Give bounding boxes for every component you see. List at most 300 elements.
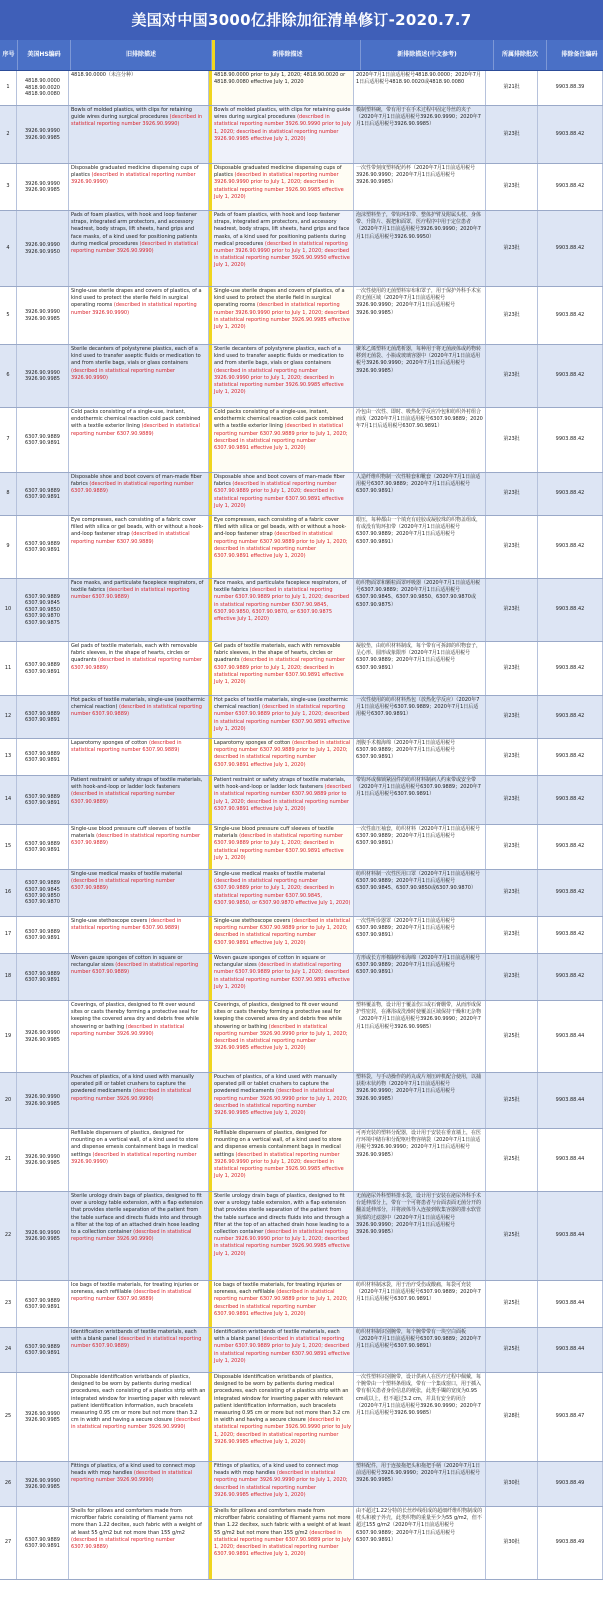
chinese-description bbox=[354, 579, 486, 641]
exclusion-batch-text: 第23批 bbox=[503, 753, 520, 760]
exclusion-batch-text: 第23批 bbox=[503, 372, 520, 379]
old-description-note: (described in statistical reporting number 6307.90.9889) bbox=[71, 481, 194, 495]
exclusion-batch-text: 第25批 bbox=[503, 1032, 520, 1039]
hs-codes-text: 6307.90.9889 6307.90.9891 bbox=[25, 433, 60, 446]
tariff-code bbox=[538, 1328, 603, 1372]
old-description bbox=[69, 1373, 209, 1461]
new-description-note: (described in statistical reporting number 6307.90.9889 prior to July 1, 2020; described in statistical reporting number 6307.90.9891 effective July 1, 2020) bbox=[214, 1289, 348, 1317]
new-description-text: Single-use medical masks of textile material bbox=[214, 871, 326, 877]
hs-codes-text: 6307.90.9889 6307.90.9891 bbox=[25, 750, 60, 763]
hs-codes bbox=[17, 776, 69, 824]
old-description-note: (described in statistical reporting number 3926.90.9990) bbox=[71, 1470, 193, 1484]
new-description-note: (described in statistical reporting number 6307.90.9889 prior to July 1, 2020; described in statistical reporting number 6307.90.9845, 6307.90.9850, 6307.90.9870, or 6307.90.9875 effective July 1, 2020) bbox=[214, 587, 350, 623]
row-number bbox=[0, 870, 17, 916]
exclusion-batch-text: 第25批 bbox=[503, 1096, 520, 1103]
old-description-note: (described in statistical reporting number 3926.90.9990) bbox=[71, 1088, 192, 1102]
new-description-note: (described in statistical reporting number 6307.90.9889 prior to July 1, 2020; described in statistical reporting number 6307.90.9891 effective July 1, 2020) bbox=[214, 704, 350, 732]
new-description-note: (described in statistical reporting number 3926.90.9990 prior to July 1, 2020; described in statistical reporting number 3926.90.9985 effective July 1, 2020) bbox=[214, 1023, 348, 1052]
row-number-text: 9 bbox=[6, 543, 10, 550]
tariff-code bbox=[538, 917, 603, 953]
table-header bbox=[0, 40, 603, 71]
tariff-code-text: 9903.88.42 bbox=[555, 931, 585, 938]
chinese-description bbox=[354, 1073, 486, 1128]
old-description-text: Disposable shoe and boot covers of man-made fiber fabrics bbox=[71, 474, 202, 488]
exclusion-batch-text: 第23批 bbox=[503, 796, 520, 803]
chinese-description bbox=[354, 345, 486, 407]
table-row bbox=[0, 211, 603, 287]
chinese-description bbox=[354, 106, 486, 163]
tariff-code bbox=[538, 776, 603, 824]
old-description bbox=[69, 1507, 209, 1579]
new-description-note: (described in statistical reporting number 3926.90.9990 prior to July 1, 2020; described in statistical reporting number 3926.90.9985 effective July 1, 2020) bbox=[214, 172, 344, 200]
tariff-code bbox=[538, 1462, 603, 1506]
old-description bbox=[69, 825, 209, 869]
exclusion-batch-text: 第23批 bbox=[503, 713, 520, 720]
old-description-note: (described in statistical reporting number 6307.90.9889) bbox=[71, 531, 190, 545]
row-number-text: 16 bbox=[4, 889, 12, 896]
row-number bbox=[0, 825, 17, 869]
chinese-description-text: 方形或长方形棉制纱布海绵（2020年7月1日前适用税号6307.90.9889；2020年7月1日后适用税号6307.90.9891） bbox=[356, 955, 481, 976]
tariff-code-text: 9903.88.42 bbox=[555, 311, 585, 318]
old-description-note: (described in statistical reporting number 6307.90.9889) bbox=[71, 657, 203, 671]
new-description bbox=[209, 642, 354, 695]
row-number-text: 14 bbox=[4, 796, 12, 803]
chinese-description bbox=[354, 954, 486, 1000]
table-row bbox=[0, 1373, 603, 1462]
old-description bbox=[69, 106, 209, 163]
hs-codes bbox=[17, 696, 69, 738]
new-description bbox=[209, 516, 354, 578]
hs-codes-text: 3926.90.9990 3926.90.9985 bbox=[25, 1153, 60, 1166]
new-description bbox=[209, 408, 354, 472]
new-description-note: (described in statistical reporting number 6307.90.9889 prior to July 1, 2020; described in statistical reporting number 6307.90.9845, 6307.90.9850, or 6307.90.9870 effective July 1, 2020) bbox=[214, 878, 351, 906]
hs-codes bbox=[17, 287, 69, 344]
tariff-code-text: 9903.88.42 bbox=[555, 244, 585, 251]
tariff-code bbox=[538, 1073, 603, 1128]
new-description-text: Shells for pillows and comforters made from microfiber fabric consisting of filament yarns not more than 1.22 decitex, such fabric with a weight of at least 55 g/m2 but not more than 155 g/m2 bbox=[214, 1508, 351, 1536]
row-number-text: 1 bbox=[6, 84, 10, 91]
old-description-note: (described in statistical reporting number 3926.90.9990) bbox=[71, 1023, 185, 1037]
chinese-description-text: 一次性血压袖套，纺织材料（2020年7月1日前适用税号6307.90.9889；2020年7月1日后适用税号6307.90.9891） bbox=[356, 826, 481, 847]
exclusion-batch-text: 第25批 bbox=[503, 1346, 520, 1353]
hs-codes-text: 6307.90.9889 6307.90.9891 bbox=[25, 840, 60, 853]
old-description-text: Face masks, and particulate facepiece respirators, of textile fabrics bbox=[71, 580, 204, 594]
header-tariff-code: 排除备注编码 bbox=[547, 40, 603, 70]
row-number bbox=[0, 1373, 17, 1461]
new-description bbox=[209, 71, 354, 105]
hs-codes bbox=[17, 954, 69, 1000]
table-row bbox=[0, 1462, 603, 1507]
row-number-text: 7 bbox=[6, 436, 10, 443]
row-number-text: 17 bbox=[4, 931, 12, 938]
new-description bbox=[209, 211, 354, 286]
row-number-text: 18 bbox=[4, 973, 12, 980]
new-description-text: Sterile urology drain bags of plastics, designed to fit over a urology table extension, with a flap extension that provides sterile separation of the patient from the table surface and directs fluids into and through a filter at the top of an attached drain hose leading to a collection container bbox=[214, 1193, 350, 1236]
old-description bbox=[69, 917, 209, 953]
tariff-code-text: 9903.88.42 bbox=[555, 490, 585, 497]
row-number bbox=[0, 1328, 17, 1372]
old-description-note: (described in statistical reporting number 6307.90.9889) bbox=[71, 1336, 202, 1350]
old-description-text: Laparotomy sponges of cotton bbox=[71, 740, 149, 746]
old-description-text: Disposable identification wristbands of plastics, designed to be worn by patients during medical procedures, each consisting of a plastics strip with an integrated window for inserting paper with relevant patient identification information, such bracelets measuring 0.95 cm or more but not more than 3.2 cm in width and having a secure closure bbox=[71, 1374, 206, 1424]
tariff-code bbox=[538, 1281, 603, 1327]
hs-codes-text: 4818.90.0000 4818.90.0020 4818.90.0080 bbox=[25, 78, 60, 98]
new-description bbox=[209, 917, 354, 953]
exclusion-batch bbox=[486, 287, 538, 344]
new-description-text: Single-use sterile drapes and covers of plastics, of a kind used to protect the sterile field in surgical operating rooms bbox=[214, 288, 345, 309]
header-old-description: 旧排除描述 bbox=[71, 40, 212, 70]
table-row bbox=[0, 776, 603, 825]
row-number-text: 24 bbox=[4, 1346, 12, 1353]
new-description-text: 4818.90.0000 prior to July 1, 2020; 4818.90.0020 or 4818.90.0080 effective July 1, 2020 bbox=[214, 72, 346, 86]
old-description-note: (described in statistical reporting number 6307.90.9889) bbox=[71, 1536, 175, 1551]
tariff-code bbox=[538, 287, 603, 344]
row-number-text: 20 bbox=[4, 1096, 12, 1103]
row-number-text: 22 bbox=[4, 1232, 12, 1239]
old-description-note: (described in statistical reporting number 3926.90.9990) bbox=[71, 240, 198, 255]
chinese-description bbox=[354, 164, 486, 210]
exclusion-batch bbox=[486, 345, 538, 407]
exclusion-batch bbox=[486, 954, 538, 1000]
row-number bbox=[0, 954, 17, 1000]
tariff-code bbox=[538, 516, 603, 578]
row-number bbox=[0, 1129, 17, 1191]
row-number bbox=[0, 579, 17, 641]
tariff-code bbox=[538, 211, 603, 286]
new-description-text: Disposable graduated medicine dispensing cups of plastics bbox=[214, 165, 342, 179]
tariff-code bbox=[538, 1192, 603, 1280]
row-number-text: 25 bbox=[4, 1413, 12, 1420]
old-description-text: Patient restraint or safety straps of textile materials, with hook-and-loop or ladder lock fasteners bbox=[71, 777, 203, 791]
row-number bbox=[0, 164, 17, 210]
row-number bbox=[0, 776, 17, 824]
old-description bbox=[69, 1192, 209, 1280]
row-number bbox=[0, 211, 17, 286]
exclusion-batch bbox=[486, 739, 538, 775]
chinese-description bbox=[354, 739, 486, 775]
old-description bbox=[69, 1328, 209, 1372]
new-description bbox=[209, 739, 354, 775]
exclusion-batch-text: 第23批 bbox=[503, 543, 520, 550]
exclusion-batch bbox=[486, 211, 538, 286]
tariff-code bbox=[538, 71, 603, 105]
hs-codes bbox=[17, 473, 69, 515]
table-row bbox=[0, 287, 603, 345]
old-description-note: (described in statistical reporting number 6307.90.9889) bbox=[71, 833, 201, 847]
old-description-text: Shells for pillows and comforters made from microfiber fabric consisting of filament yarns not more than 1.22 decitex, such fabric with a weight of at least 55 g/m2 but not more than 155 g/m2 bbox=[71, 1508, 202, 1536]
table-row bbox=[0, 164, 603, 211]
exclusion-batch-text: 第23批 bbox=[503, 436, 520, 443]
chinese-description-text: 纺织物面罩和颗粒面罩呼吸器（2020年7月1日前适用税号6307.90.9889；2020年7月1日后适用税号6307.90.9845、6307.90.9850、6307.90.9870或6307.90.9875） bbox=[356, 580, 481, 608]
hs-codes-text: 3926.90.9990 3926.90.9985 bbox=[25, 128, 60, 141]
row-number bbox=[0, 1192, 17, 1280]
row-number bbox=[0, 106, 17, 163]
table-row bbox=[0, 1328, 603, 1373]
chinese-description-text: 凝胶垫，由纺织材料制成，每个带有可拆卸的织物套子，呈心形、圆形或象限形（2020年7月1日前适用税号6307.90.9889；2020年7月1日后适用税号6307.90.9891） bbox=[356, 643, 482, 671]
old-description bbox=[69, 870, 209, 916]
old-description bbox=[69, 473, 209, 515]
hs-codes bbox=[17, 1462, 69, 1506]
new-description bbox=[209, 1462, 354, 1506]
hs-codes-text: 6307.90.9889 6307.90.9891 bbox=[25, 970, 60, 983]
row-number-text: 6 bbox=[6, 372, 10, 379]
hs-codes-text: 6307.90.9889 6307.90.9891 bbox=[25, 540, 60, 553]
tariff-code-text: 9903.88.42 bbox=[555, 183, 585, 190]
exclusion-batch bbox=[486, 642, 538, 695]
new-description bbox=[209, 106, 354, 163]
new-description-text: Fittings of plastics, of a kind used to connect mop heads with mop handles bbox=[214, 1463, 339, 1477]
row-number bbox=[0, 1462, 17, 1506]
hs-codes-text: 3926.90.9990 3926.90.9985 bbox=[25, 1410, 60, 1423]
hs-codes bbox=[17, 739, 69, 775]
new-description bbox=[209, 345, 354, 407]
new-description-note: (described in statistical reporting number 6307.90.9889 prior to July 1, 2020; described in statistical reporting number 6307.90.9891 effective July 1, 2020) bbox=[214, 784, 351, 812]
exclusion-batch-text: 第23批 bbox=[503, 843, 520, 850]
tariff-code bbox=[538, 696, 603, 738]
new-description-note: (described in statistical reporting number 6307.90.9889 prior to July 1, 2020; described in statistical reporting number 6307.90.9891 effective July 1, 2020) bbox=[214, 1529, 351, 1558]
new-description bbox=[209, 1001, 354, 1072]
chinese-description bbox=[354, 287, 486, 344]
new-description-text: Pads of foam plastics, with hook and loop fastener straps, integrated arm protectors, and accessory headrest, body straps, lift sheets, hand grips and face masks, of a kind used for positioning patients during medical procedures bbox=[214, 212, 350, 247]
new-description-text: Eye compresses, each consisting of a fabric cover filled with silica or gel beads, with or without a hook-and-loop fastener strap bbox=[214, 517, 347, 538]
old-description bbox=[69, 1001, 209, 1072]
hs-codes-text: 6307.90.9889 6307.90.9891 bbox=[25, 928, 60, 941]
tariff-code-text: 9903.88.42 bbox=[555, 664, 585, 671]
header-exclusion-batch: 所属排除批次 bbox=[494, 40, 547, 70]
new-description-text: Identification wristbands of textile materials, each with a blank panel bbox=[214, 1329, 340, 1343]
chinese-description-text: 模制塑料碗，带有用于在手术过程中固定导丝的夹子（2020年7月1日前适用税号3926.90.9990；2020年7月1日后适用税号3926.90.9985） bbox=[356, 107, 481, 128]
chinese-description-text: 无菌泌尿外科塑料排水袋，设计用于安装在泌尿外科手术台延伸部分上，带有一个可将患者与台面表面无菌分开的翻盖延伸部分，并将液体导入连接到收集容器的排水软管顶部的过滤器中（2020年7月1日前适用税号3926.90.9990；2020年7月1日后适用税号3926.90.9985） bbox=[356, 1193, 482, 1236]
old-description-note: (described in statistical reporting number 6307.90.9889) bbox=[71, 791, 175, 805]
table-row bbox=[0, 516, 603, 579]
exclusion-batch-text: 第30批 bbox=[503, 1480, 520, 1487]
new-description-text: Hot packs of textile materials, single-use (exothermic chemical reaction) bbox=[214, 697, 348, 711]
tariff-code-text: 9903.88.42 bbox=[555, 543, 585, 550]
chinese-description bbox=[354, 776, 486, 824]
new-description-text: Pouches of plastics, of a kind used with manually operated pill or tablet crushers to capture the powdered medicaments bbox=[214, 1074, 337, 1095]
chinese-description-text: 一次性带刻度塑料配药杯（2020年7月1日前适用税号3926.90.9990；2020年7月1日后适用税号3926.90.9985） bbox=[356, 165, 476, 186]
chinese-description bbox=[354, 642, 486, 695]
row-number bbox=[0, 642, 17, 695]
chinese-description bbox=[354, 870, 486, 916]
new-description bbox=[209, 696, 354, 738]
row-number bbox=[0, 1281, 17, 1327]
new-description-note: (described in statistical reporting number 6307.90.9889 prior to July 1, 2020; described in statistical reporting number 6307.90.9891 effective July 1, 2020) bbox=[214, 962, 350, 990]
old-description-note: (described in statistical reporting number 3926.90.9990) bbox=[71, 114, 203, 128]
chinese-description-text: 一次性使用的无菌塑料帘布和罩子，用于保护外科手术室的无菌区域（2020年7月1日前适用税号3926.90.9990；2020年7月1日后适用税号3926.90.9985） bbox=[356, 288, 482, 316]
hs-codes-text: 3926.90.9990 3926.90.9985 bbox=[25, 1229, 60, 1242]
hs-codes bbox=[17, 642, 69, 695]
chinese-description-text: 可再充装的塑料分配器，设计用于安装在垂直墙上，在医疗环境中储存和分配呕吐物容纳袋（2020年7月1日前适用税号3926.90.9990；2020年7月1日后适用税号3926.90.9985） bbox=[356, 1130, 482, 1158]
chinese-description-text: 纺织材料制冰袋，用于治疗受伤或酸痛，每袋可充装（2020年7月1日前适用税号6307.90.9889；2020年7月1日后适用税号6307.90.9891） bbox=[356, 1282, 481, 1303]
old-description bbox=[69, 345, 209, 407]
old-description-text: Coverings, of plastics, designed to fit over wound sites or casts thereby forming a protective seal for keeping the covered area dry and debris free while showering or bathing bbox=[71, 1002, 199, 1030]
new-description-note: (described in statistical reporting number 6307.90.9889 prior to July 1, 2020; described in statistical reporting number 6307.90.9891 effective July 1, 2020) bbox=[214, 918, 351, 946]
chinese-description-text: 冷包由一次性、即时、吸热化学反应冷包和纺织外衬组合而成（2020年7月1日前适用税号6307.90.9889；2020年7月1日后适用税号6307.90.9891） bbox=[356, 409, 483, 430]
hs-codes bbox=[17, 1507, 69, 1579]
tariff-code-text: 9903.88.44 bbox=[555, 1346, 585, 1353]
old-description-text: Refillable dispensers of plastics, designed for mounting on a vertical wall, of a kind used to store and dispense emesis containment bags in medical settings bbox=[71, 1130, 199, 1158]
row-number-text: 12 bbox=[4, 713, 12, 720]
exclusion-batch bbox=[486, 473, 538, 515]
chinese-description-text: 一次性听诊器罩（2020年7月1日前适用税号6307.90.9889；2020年7月1日后适用税号6307.90.9891） bbox=[356, 918, 456, 939]
hs-codes bbox=[17, 579, 69, 641]
row-number bbox=[0, 1073, 17, 1128]
exclusion-batch bbox=[486, 1507, 538, 1579]
old-description-note: (described in statistical reporting number 6307.90.9889) bbox=[71, 1289, 192, 1303]
hs-codes-text: 6307.90.9889 6307.90.9891 bbox=[25, 1536, 60, 1549]
tariff-code-text: 9903.88.42 bbox=[555, 436, 585, 443]
new-description-note: (described in statistical reporting number 3926.90.9990 prior to July 1, 2020; described in statistical reporting number 3926.90.9985 effective July 1, 2020) bbox=[214, 114, 351, 142]
exclusion-batch bbox=[486, 408, 538, 472]
exclusion-batch bbox=[486, 696, 538, 738]
exclusion-batch bbox=[486, 825, 538, 869]
chinese-description bbox=[354, 211, 486, 286]
table-row bbox=[0, 696, 603, 739]
row-number bbox=[0, 345, 17, 407]
exclusion-batch-text: 第23批 bbox=[503, 130, 520, 137]
tariff-code bbox=[538, 473, 603, 515]
hs-codes bbox=[17, 164, 69, 210]
new-description bbox=[209, 776, 354, 824]
tariff-code bbox=[538, 1507, 603, 1579]
exclusion-batch-text: 第28批 bbox=[503, 1413, 520, 1420]
row-number-text: 10 bbox=[4, 606, 12, 613]
table-row bbox=[0, 739, 603, 776]
new-description bbox=[209, 287, 354, 344]
tariff-code-text: 9903.88.42 bbox=[555, 843, 585, 850]
old-description bbox=[69, 516, 209, 578]
tariff-code bbox=[538, 642, 603, 695]
old-description-text: Single-use sterile drapes and covers of plastics, of a kind used to protect the sterile field in surgical operating rooms bbox=[71, 288, 202, 309]
exclusion-batch bbox=[486, 106, 538, 163]
chinese-description-text: 由不超过1.22分特的长丝纱线组成的超细纤维织物制成的枕头和被子外壳，此类织物的重量至少为55 g/m2，但不超过155 g/m2（2020年7月1日前适用税号6307.90.9889；2020年7月1日后适用税号6307.90.9891） bbox=[356, 1508, 483, 1543]
old-description-note: (described in statistical reporting number 3926.90.9990) bbox=[71, 172, 196, 186]
exclusion-batch bbox=[486, 1001, 538, 1072]
hs-codes-text: 3926.90.9990 3926.90.9985 bbox=[25, 1477, 60, 1490]
new-description bbox=[209, 825, 354, 869]
new-description-note: (described in statistical reporting number 3926.90.9990 prior to July 1, 2020; described in statistical reporting number 3926.90.9950 effective July 1, 2020) bbox=[214, 240, 350, 269]
new-description-text: Single-use stethoscope covers bbox=[214, 918, 292, 924]
new-description-note: (described in statistical reporting number 6307.90.9889 prior to July 1, 2020; described in statistical reporting number 6307.90.9891 effective July 1, 2020) bbox=[214, 481, 344, 509]
old-description-text: Single-use stethoscope covers bbox=[71, 918, 149, 924]
table-row bbox=[0, 917, 603, 954]
hs-codes bbox=[17, 825, 69, 869]
row-number bbox=[0, 473, 17, 515]
tariff-code-text: 9903.88.42 bbox=[555, 796, 585, 803]
hs-codes-text: 6307.90.9889 6307.90.9891 bbox=[25, 793, 60, 806]
tariff-code-text: 9903.88.42 bbox=[555, 372, 585, 379]
tariff-code bbox=[538, 870, 603, 916]
hs-codes-text: 3926.90.9990 3926.90.9950 bbox=[25, 242, 60, 255]
old-description-note: (described in statistical reporting number 6307.90.9889) bbox=[71, 918, 182, 932]
old-description bbox=[69, 696, 209, 738]
new-description-text: Woven gauze sponges of cotton in square or rectangular sizes bbox=[214, 955, 326, 969]
row-number-text: 4 bbox=[6, 244, 10, 251]
tariff-code-text: 9903.88.49 bbox=[555, 1539, 585, 1546]
exclusion-batch bbox=[486, 579, 538, 641]
hs-codes bbox=[17, 917, 69, 953]
chinese-description-text: 一次性塑料识别腕带，设计供病人在医疗过程中佩戴，每个腕带由一个塑料条组成，带有一个集成窗口，用于插入带有相关患者身份信息的纸张，此类手镯的宽度为0.95 cm或以上，但不超过3.2 cm，并具有安全的闭合（2020年7月1日前适用税号3926.90.9990；2020年7月1日后适用税号3926.90.9985） bbox=[356, 1374, 482, 1417]
tariff-code-text: 9903.88.44 bbox=[555, 1232, 585, 1239]
hs-codes-text: 6307.90.9889 6307.90.9891 bbox=[25, 1343, 60, 1356]
old-description-note: (described in statistical reporting number 3926.90.9990) bbox=[71, 302, 197, 316]
tariff-code bbox=[538, 408, 603, 472]
exclusion-batch-text: 第23批 bbox=[503, 490, 520, 497]
hs-codes-text: 3926.90.9990 3926.90.9985 bbox=[25, 369, 60, 382]
old-description-text: Ice bags of textile materials, for treating injuries or soreness, each refillable bbox=[71, 1282, 199, 1296]
table-row bbox=[0, 1073, 603, 1129]
hs-codes bbox=[17, 1328, 69, 1372]
new-description bbox=[209, 473, 354, 515]
tariff-code bbox=[538, 106, 603, 163]
tariff-code-text: 9903.88.42 bbox=[555, 713, 585, 720]
exclusion-batch bbox=[486, 776, 538, 824]
exclusion-batch-text: 第23批 bbox=[503, 889, 520, 896]
exclusion-batch bbox=[486, 1373, 538, 1461]
chinese-description bbox=[354, 917, 486, 953]
exclusion-batch-text: 第23批 bbox=[503, 973, 520, 980]
new-description-note: (described in statistical reporting number 6307.90.9889 prior to July 1, 2020; described in statistical reporting number 6307.90.9891 effective July 1, 2020) bbox=[214, 833, 344, 861]
new-description bbox=[209, 1281, 354, 1327]
tariff-code-text: 9903.88.42 bbox=[555, 606, 585, 613]
exclusion-batch-text: 第23批 bbox=[503, 183, 520, 190]
old-description-text: Woven gauze sponges of cotton in square or rectangular sizes bbox=[71, 955, 183, 969]
new-description bbox=[209, 579, 354, 641]
table-row bbox=[0, 579, 603, 642]
tariff-code-text: 9903.88.44 bbox=[555, 1032, 585, 1039]
row-number bbox=[0, 408, 17, 472]
old-description bbox=[69, 71, 209, 105]
hs-codes-text: 3926.90.9990 3926.90.9985 bbox=[25, 1030, 60, 1043]
row-number bbox=[0, 71, 17, 105]
tariff-code-text: 9903.88.42 bbox=[555, 130, 585, 137]
hs-codes bbox=[17, 1001, 69, 1072]
tariff-code-text: 9903.88.44 bbox=[555, 1096, 585, 1103]
exclusion-batch-text: 第25批 bbox=[503, 1300, 520, 1307]
chinese-description bbox=[354, 1129, 486, 1191]
chinese-description-text: 眼压，每种都由一个填充有硅胶或凝胶珠的织物盖组成，有或没有钩环扣带（2020年7月1日前适用税号6307.90.9889；2020年7月1日后适用税号6307.90.9891） bbox=[356, 517, 482, 545]
new-description bbox=[209, 164, 354, 210]
old-description-text: Bowls of molded plastics, with clips for retaining guide wires during surgical procedures bbox=[71, 107, 192, 121]
chinese-description-text: 塑料袋，与手动操作的药丸或片剂压碎机配合使用，以捕获粉末状药物（2020年7月1日前适用税号3926.90.9990；2020年7月1日后适用税号3926.90.9985） bbox=[356, 1074, 482, 1102]
chinese-description bbox=[354, 473, 486, 515]
table-row bbox=[0, 345, 603, 408]
old-description-text: Cold packs consisting of a single-use, instant, endothermic chemical reaction cold pack combined with a textile exterior lining bbox=[71, 409, 201, 430]
exclusion-batch bbox=[486, 1328, 538, 1372]
tariff-code bbox=[538, 1001, 603, 1072]
chinese-description bbox=[354, 516, 486, 578]
hs-codes-text: 3926.90.9990 3926.90.9985 bbox=[25, 1094, 60, 1107]
chinese-description bbox=[354, 1373, 486, 1461]
table-row bbox=[0, 825, 603, 870]
tariff-code bbox=[538, 579, 603, 641]
row-number-text: 23 bbox=[4, 1300, 12, 1307]
hs-codes-text: 6307.90.9889 6307.90.9891 bbox=[25, 487, 60, 500]
old-description bbox=[69, 1281, 209, 1327]
row-number-text: 21 bbox=[4, 1156, 12, 1163]
exclusion-batch-text: 第23批 bbox=[503, 244, 520, 251]
hs-codes bbox=[17, 106, 69, 163]
hs-codes bbox=[17, 408, 69, 472]
new-description-text: Coverings, of plastics, designed to fit over wound sites or casts thereby forming a protective seal for keeping the covered area dry and debris free while showering or bathing bbox=[214, 1002, 342, 1030]
hs-codes-text: 6307.90.9889 6307.90.9891 bbox=[25, 1297, 60, 1310]
new-description-text: Sterile decanters of polystyrene plastics, each of a kind used to transfer aseptic fluids or medication to and from sterile bags, vials or glass containers bbox=[214, 346, 344, 367]
old-description bbox=[69, 1462, 209, 1506]
row-number-text: 26 bbox=[4, 1480, 12, 1487]
old-description-text: Sterile decanters of polystyrene plastics, each of a kind used to transfer aseptic fluids or medication to and from sterile bags, vials or glass containers bbox=[71, 346, 201, 367]
exclusion-batch-text: 第23批 bbox=[503, 606, 520, 613]
